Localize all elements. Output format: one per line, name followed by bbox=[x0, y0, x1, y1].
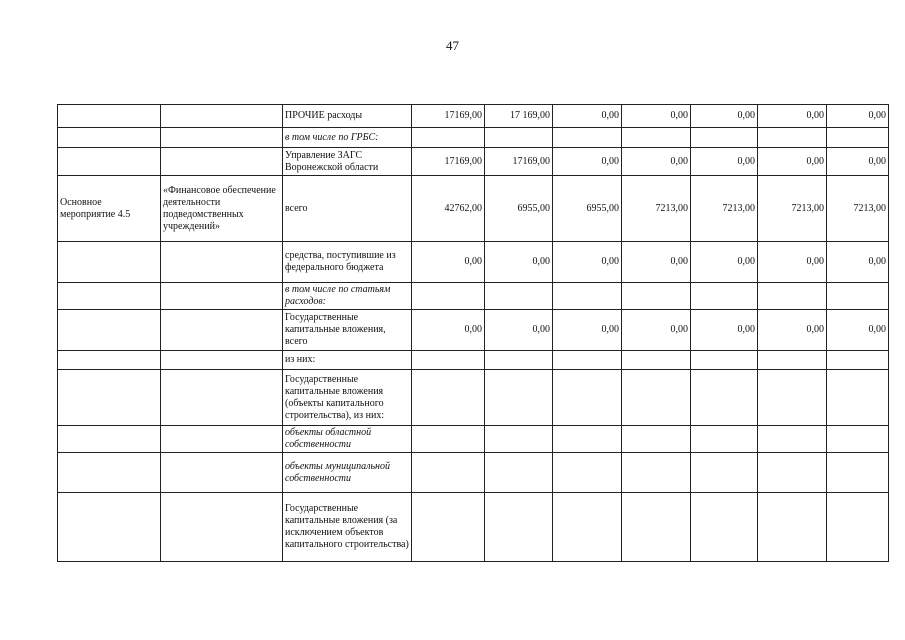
amount-cell bbox=[485, 493, 553, 562]
amount-cell bbox=[691, 493, 758, 562]
amount-cell bbox=[485, 283, 553, 310]
amount-cell: 0,00 bbox=[691, 105, 758, 128]
amount-cell bbox=[485, 128, 553, 148]
amount-cell bbox=[553, 351, 622, 370]
amount-cell: 0,00 bbox=[553, 310, 622, 351]
funding-source-cell: объекты муниципальной собственности bbox=[283, 453, 412, 493]
funding-source-cell: Государственные капитальные вложения, всего bbox=[283, 310, 412, 351]
activity-cell bbox=[161, 242, 283, 283]
program-cell bbox=[58, 242, 161, 283]
amount-cell: 0,00 bbox=[622, 105, 691, 128]
amount-cell bbox=[691, 370, 758, 426]
table-row bbox=[58, 242, 889, 283]
amount-cell: 17169,00 bbox=[485, 148, 553, 176]
amount-cell bbox=[553, 283, 622, 310]
amount-cell: 17 169,00 bbox=[485, 105, 553, 128]
amount-cell bbox=[827, 426, 889, 453]
amount-cell: 0,00 bbox=[758, 105, 827, 128]
amount-cell bbox=[691, 426, 758, 453]
amount-total-cell bbox=[412, 453, 485, 493]
program-cell bbox=[58, 426, 161, 453]
program-cell bbox=[58, 453, 161, 493]
amount-total-cell: 0,00 bbox=[412, 310, 485, 351]
table-row bbox=[58, 426, 889, 453]
amount-cell bbox=[758, 283, 827, 310]
amount-cell bbox=[758, 453, 827, 493]
amount-cell bbox=[622, 453, 691, 493]
table-row bbox=[58, 493, 889, 562]
amount-cell bbox=[758, 351, 827, 370]
table-row bbox=[58, 351, 889, 370]
amount-cell: 0,00 bbox=[485, 310, 553, 351]
amount-cell bbox=[622, 351, 691, 370]
funding-source-cell: ПРОЧИЕ расходы bbox=[283, 105, 412, 128]
activity-cell bbox=[161, 148, 283, 176]
amount-cell: 0,00 bbox=[691, 310, 758, 351]
amount-cell bbox=[827, 128, 889, 148]
amount-cell: 0,00 bbox=[553, 105, 622, 128]
activity-cell bbox=[161, 310, 283, 351]
activity-cell bbox=[161, 370, 283, 426]
amount-cell bbox=[622, 370, 691, 426]
amount-cell: 0,00 bbox=[758, 148, 827, 176]
amount-cell: 0,00 bbox=[827, 310, 889, 351]
budget-table bbox=[57, 104, 889, 562]
amount-cell bbox=[485, 370, 553, 426]
table-row bbox=[58, 310, 889, 351]
amount-cell bbox=[758, 426, 827, 453]
amount-total-cell bbox=[412, 370, 485, 426]
program-cell bbox=[58, 493, 161, 562]
funding-source-cell: в том числе по статьям расходов: bbox=[283, 283, 412, 310]
funding-source-cell: в том числе по ГРБС: bbox=[283, 128, 412, 148]
amount-cell bbox=[485, 453, 553, 493]
funding-source-cell: всего bbox=[283, 176, 412, 242]
amount-total-cell bbox=[412, 283, 485, 310]
activity-cell bbox=[161, 283, 283, 310]
amount-total-cell bbox=[412, 493, 485, 562]
amount-cell bbox=[691, 453, 758, 493]
amount-cell bbox=[553, 370, 622, 426]
page-number: 47 bbox=[446, 38, 459, 53]
amount-cell: 0,00 bbox=[691, 242, 758, 283]
amount-cell: 6955,00 bbox=[553, 176, 622, 242]
table-row bbox=[58, 105, 889, 128]
amount-total-cell: 0,00 bbox=[412, 242, 485, 283]
amount-total-cell bbox=[412, 351, 485, 370]
program-cell bbox=[58, 148, 161, 176]
program-cell: Основное мероприятие 4.5 bbox=[58, 176, 161, 242]
amount-cell bbox=[485, 426, 553, 453]
amount-cell: 0,00 bbox=[553, 148, 622, 176]
amount-cell: 0,00 bbox=[622, 310, 691, 351]
funding-source-cell: Управление ЗАГС Воронежской области bbox=[283, 148, 412, 176]
funding-source-cell: Государственные капитальные вложения (за исключением объектов капитального строительства) bbox=[283, 493, 412, 562]
amount-cell: 0,00 bbox=[691, 148, 758, 176]
funding-source-cell: объекты областной собственности bbox=[283, 426, 412, 453]
amount-cell bbox=[553, 426, 622, 453]
amount-cell: 0,00 bbox=[485, 242, 553, 283]
amount-cell: 0,00 bbox=[758, 310, 827, 351]
activity-cell bbox=[161, 426, 283, 453]
amount-cell: 0,00 bbox=[827, 148, 889, 176]
amount-cell bbox=[827, 283, 889, 310]
funding-source-cell: из них: bbox=[283, 351, 412, 370]
table-row bbox=[58, 453, 889, 493]
amount-cell bbox=[553, 453, 622, 493]
amount-cell: 0,00 bbox=[622, 148, 691, 176]
table-row bbox=[58, 148, 889, 176]
amount-cell bbox=[758, 128, 827, 148]
amount-cell bbox=[622, 283, 691, 310]
table-row bbox=[58, 128, 889, 148]
amount-cell bbox=[758, 370, 827, 426]
table-row bbox=[58, 283, 889, 310]
activity-cell bbox=[161, 493, 283, 562]
program-cell bbox=[58, 351, 161, 370]
amount-cell: 0,00 bbox=[827, 242, 889, 283]
amount-cell: 0,00 bbox=[553, 242, 622, 283]
amount-cell: 7213,00 bbox=[758, 176, 827, 242]
amount-total-cell: 42762,00 bbox=[412, 176, 485, 242]
amount-total-cell: 17169,00 bbox=[412, 105, 485, 128]
amount-cell: 7213,00 bbox=[691, 176, 758, 242]
amount-cell bbox=[691, 351, 758, 370]
amount-cell bbox=[622, 128, 691, 148]
amount-cell: 0,00 bbox=[827, 105, 889, 128]
amount-cell bbox=[691, 128, 758, 148]
amount-cell bbox=[758, 493, 827, 562]
program-cell bbox=[58, 105, 161, 128]
amount-cell bbox=[827, 370, 889, 426]
activity-cell bbox=[161, 351, 283, 370]
activity-cell: «Финансовое обеспечение деятельности подведомственных учреждений» bbox=[161, 176, 283, 242]
program-cell bbox=[58, 370, 161, 426]
amount-cell bbox=[485, 351, 553, 370]
program-cell bbox=[58, 283, 161, 310]
amount-cell bbox=[827, 351, 889, 370]
amount-cell bbox=[691, 283, 758, 310]
funding-source-cell: Государственные капитальные вложения (объекты капитального строительства), из них: bbox=[283, 370, 412, 426]
amount-total-cell bbox=[412, 128, 485, 148]
amount-total-cell: 17169,00 bbox=[412, 148, 485, 176]
amount-cell bbox=[622, 493, 691, 562]
amount-cell bbox=[553, 128, 622, 148]
activity-cell bbox=[161, 105, 283, 128]
amount-cell: 7213,00 bbox=[827, 176, 889, 242]
amount-total-cell bbox=[412, 426, 485, 453]
amount-cell bbox=[622, 426, 691, 453]
amount-cell: 0,00 bbox=[622, 242, 691, 283]
program-cell bbox=[58, 128, 161, 148]
amount-cell bbox=[553, 493, 622, 562]
table-row bbox=[58, 370, 889, 426]
amount-cell bbox=[827, 453, 889, 493]
program-cell bbox=[58, 310, 161, 351]
funding-source-cell: средства, поступившие из федерального бюджета bbox=[283, 242, 412, 283]
activity-cell bbox=[161, 453, 283, 493]
amount-cell: 7213,00 bbox=[622, 176, 691, 242]
amount-cell: 0,00 bbox=[758, 242, 827, 283]
activity-cell bbox=[161, 128, 283, 148]
table-row bbox=[58, 176, 889, 242]
amount-cell: 6955,00 bbox=[485, 176, 553, 242]
amount-cell bbox=[827, 493, 889, 562]
